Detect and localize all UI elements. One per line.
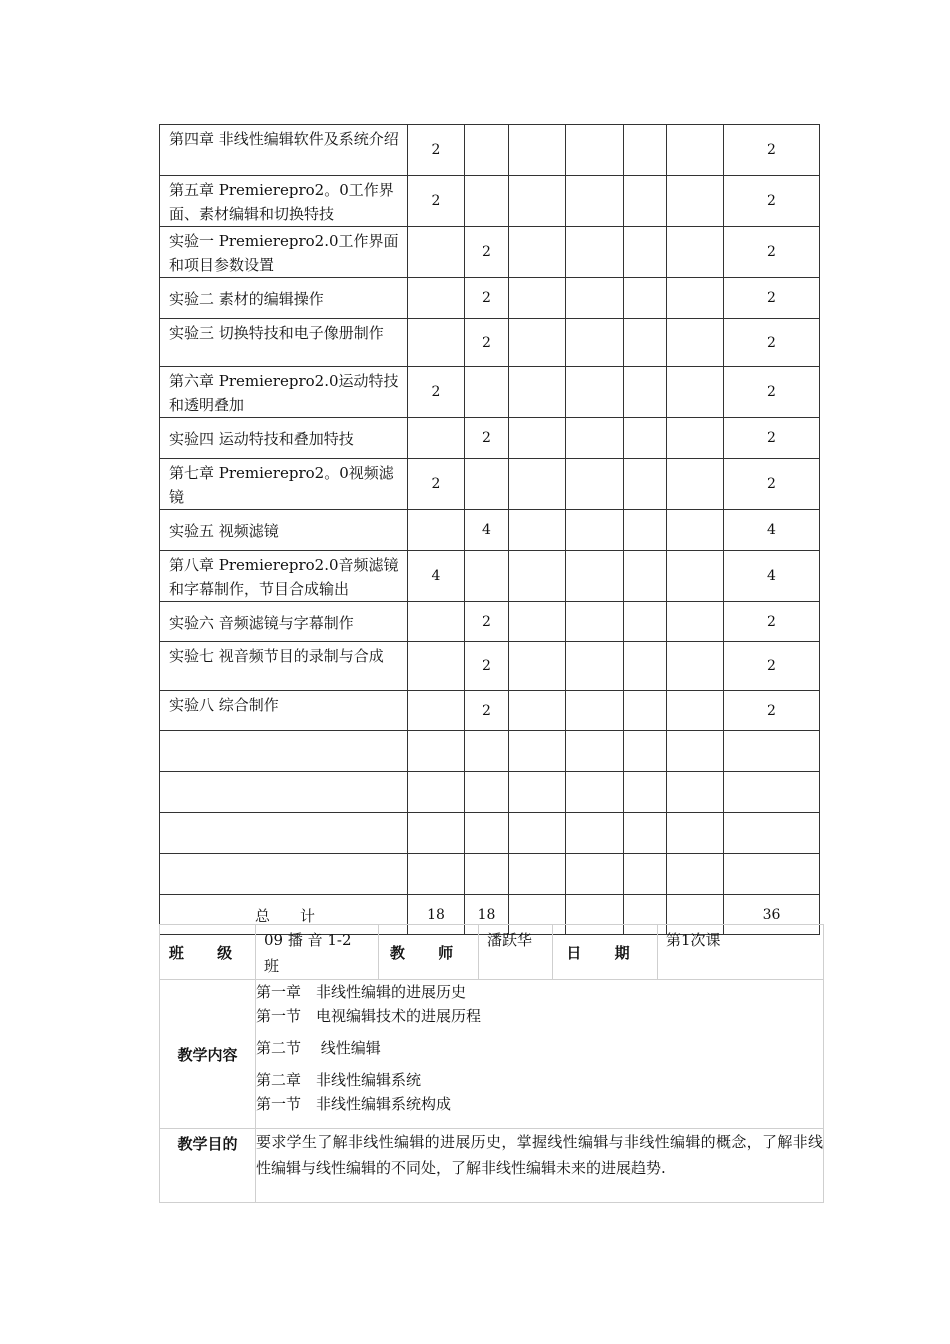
empty-cell	[624, 854, 667, 895]
row-name: 实验三 切换特技和电子像册制作	[160, 319, 408, 367]
empty-cell	[509, 367, 566, 418]
empty-cell	[566, 551, 624, 602]
lab-hours	[465, 367, 509, 418]
total-hours: 2	[724, 367, 820, 418]
lesson-header-row	[160, 925, 824, 980]
empty-cell	[566, 319, 624, 367]
empty-cell	[667, 367, 724, 418]
total-label: 总 计	[160, 895, 408, 935]
total-hours: 2	[724, 602, 820, 642]
content-line: 第一节 电视编辑技术的进展历程	[256, 1007, 482, 1025]
theory-hours	[408, 278, 465, 319]
content-line: 第二节 线性编辑	[256, 1039, 381, 1057]
row-name: 实验八 综合制作	[160, 691, 408, 731]
empty-cell	[667, 510, 724, 551]
table-row	[160, 176, 820, 227]
empty-cell	[566, 125, 624, 176]
empty-cell	[160, 813, 408, 854]
lab-hours: 2	[465, 418, 509, 459]
empty-cell	[724, 731, 820, 772]
total-hours: 2	[724, 319, 820, 367]
lab-hours	[465, 125, 509, 176]
empty-cell	[624, 731, 667, 772]
content-label: 教学内容	[160, 980, 256, 1129]
theory-hours	[408, 319, 465, 367]
theory-hours: 2	[408, 459, 465, 510]
class-value: 09 播 音 1-2 班	[256, 925, 379, 980]
theory-hours: 4	[408, 551, 465, 602]
lab-hours: 2	[465, 602, 509, 642]
content-line: 第一节 非线性编辑系统构成	[256, 1095, 452, 1113]
content-line: 第二章 非线性编辑系统	[256, 1071, 422, 1089]
empty-cell	[509, 772, 566, 813]
empty-cell	[624, 176, 667, 227]
empty-cell	[624, 772, 667, 813]
purpose-text: 要求学生了解非线性编辑的进展历史，掌握线性编辑与非线性编辑的概念，了解非线性编辑与线性编辑的不同处，了解非线性编辑未来的进展趋势.	[256, 1129, 824, 1203]
empty-cell	[465, 731, 509, 772]
lesson-purpose-row	[160, 1129, 824, 1203]
teacher-label: 教 师	[379, 925, 479, 980]
empty-cell	[465, 813, 509, 854]
empty-cell	[624, 642, 667, 691]
empty-cell	[624, 319, 667, 367]
empty-cell	[667, 319, 724, 367]
total-hours: 2	[724, 418, 820, 459]
teacher-value: 潘跃华	[479, 925, 553, 980]
total-hours: 2	[724, 642, 820, 691]
total-hours: 2	[724, 227, 820, 278]
total-hours: 4	[724, 551, 820, 602]
lab-hours	[465, 459, 509, 510]
lab-hours: 2	[465, 691, 509, 731]
empty-cell	[160, 731, 408, 772]
theory-hours: 2	[408, 176, 465, 227]
empty-cell	[624, 459, 667, 510]
date-label: 日 期	[553, 925, 658, 980]
empty-cell	[566, 459, 624, 510]
empty-row	[160, 772, 820, 813]
empty-cell	[509, 731, 566, 772]
empty-cell	[667, 731, 724, 772]
table-row	[160, 510, 820, 551]
table-row	[160, 459, 820, 510]
empty-cell	[667, 227, 724, 278]
table-row	[160, 691, 820, 731]
grand-total-hours: 36	[724, 895, 820, 935]
theory-hours-total: 18	[408, 895, 465, 935]
empty-cell	[509, 642, 566, 691]
empty-cell	[509, 510, 566, 551]
theory-hours: 2	[408, 125, 465, 176]
empty-cell	[566, 772, 624, 813]
empty-cell	[724, 813, 820, 854]
table-row	[160, 125, 820, 176]
total-hours: 4	[724, 510, 820, 551]
empty-cell	[509, 418, 566, 459]
empty-row	[160, 854, 820, 895]
empty-cell	[667, 854, 724, 895]
total-hours: 2	[724, 691, 820, 731]
empty-cell	[509, 278, 566, 319]
table-row	[160, 367, 820, 418]
empty-cell	[624, 551, 667, 602]
empty-cell	[624, 125, 667, 176]
lab-hours-total: 18	[465, 895, 509, 935]
total-hours: 2	[724, 176, 820, 227]
empty-cell	[509, 551, 566, 602]
table-row	[160, 642, 820, 691]
empty-cell	[624, 367, 667, 418]
class-label: 班 级	[160, 925, 256, 980]
empty-row	[160, 813, 820, 854]
empty-cell	[667, 813, 724, 854]
empty-cell	[624, 691, 667, 731]
empty-cell	[624, 813, 667, 854]
empty-cell	[667, 418, 724, 459]
empty-cell	[160, 772, 408, 813]
empty-row	[160, 731, 820, 772]
theory-hours	[408, 642, 465, 691]
empty-cell	[624, 227, 667, 278]
total-hours: 2	[724, 125, 820, 176]
empty-cell	[667, 551, 724, 602]
row-name: 第五章 Premierepro2。0工作界面、素材编辑和切换特技	[160, 176, 408, 227]
table-row	[160, 227, 820, 278]
course-hours-table	[159, 124, 820, 935]
empty-cell	[667, 691, 724, 731]
empty-cell	[667, 125, 724, 176]
empty-cell	[509, 691, 566, 731]
theory-hours	[408, 227, 465, 278]
row-name: 实验四 运动特技和叠加特技	[160, 418, 408, 459]
empty-cell	[509, 227, 566, 278]
empty-cell	[509, 319, 566, 367]
empty-cell	[566, 510, 624, 551]
lab-hours	[465, 176, 509, 227]
empty-cell	[566, 176, 624, 227]
empty-cell	[566, 691, 624, 731]
empty-cell	[724, 772, 820, 813]
table-row	[160, 278, 820, 319]
empty-cell	[566, 367, 624, 418]
empty-cell	[408, 813, 465, 854]
lab-hours: 4	[465, 510, 509, 551]
row-name: 实验六 音频滤镜与字幕制作	[160, 602, 408, 642]
lab-hours: 2	[465, 227, 509, 278]
lab-hours: 2	[465, 278, 509, 319]
theory-hours	[408, 691, 465, 731]
lab-hours	[465, 551, 509, 602]
lab-hours: 2	[465, 642, 509, 691]
empty-cell	[624, 278, 667, 319]
table-row	[160, 551, 820, 602]
empty-cell	[566, 854, 624, 895]
empty-cell	[509, 813, 566, 854]
empty-cell	[624, 510, 667, 551]
row-name: 第八章 Premierepro2.0音频滤镜和字幕制作，节目合成输出	[160, 551, 408, 602]
row-name: 实验一 Premierepro2.0工作界面和项目参数设置	[160, 227, 408, 278]
empty-cell	[667, 459, 724, 510]
purpose-label: 教学目的	[160, 1129, 256, 1203]
total-hours: 2	[724, 278, 820, 319]
empty-cell	[566, 418, 624, 459]
table-row	[160, 319, 820, 367]
empty-cell	[408, 731, 465, 772]
empty-cell	[566, 278, 624, 319]
empty-cell	[509, 602, 566, 642]
empty-cell	[667, 642, 724, 691]
empty-cell	[408, 772, 465, 813]
empty-cell	[667, 772, 724, 813]
row-name: 实验七 视音频节目的录制与合成	[160, 642, 408, 691]
empty-cell	[566, 813, 624, 854]
empty-cell	[667, 278, 724, 319]
lab-hours: 2	[465, 319, 509, 367]
row-name: 实验五 视频滤镜	[160, 510, 408, 551]
content-body	[256, 980, 824, 1129]
empty-cell	[566, 227, 624, 278]
empty-cell	[408, 854, 465, 895]
empty-cell	[465, 854, 509, 895]
theory-hours	[408, 510, 465, 551]
empty-cell	[624, 418, 667, 459]
empty-cell	[566, 642, 624, 691]
empty-cell	[509, 125, 566, 176]
empty-cell	[667, 602, 724, 642]
empty-cell	[566, 602, 624, 642]
content-line: 第一章 非线性编辑的进展历史	[256, 983, 467, 1001]
empty-cell	[509, 176, 566, 227]
empty-cell	[160, 854, 408, 895]
empty-cell	[624, 602, 667, 642]
empty-cell	[509, 854, 566, 895]
empty-cell	[509, 459, 566, 510]
date-value: 第1次课	[658, 925, 824, 980]
empty-cell	[724, 854, 820, 895]
row-name: 实验二 素材的编辑操作	[160, 278, 408, 319]
empty-cell	[566, 731, 624, 772]
table-row	[160, 418, 820, 459]
total-hours: 2	[724, 459, 820, 510]
lesson-info-table	[159, 924, 824, 1203]
empty-cell	[465, 772, 509, 813]
table-row	[160, 602, 820, 642]
lesson-content-row	[160, 980, 824, 1129]
row-name: 第六章 Premierepro2.0运动特技和透明叠加	[160, 367, 408, 418]
empty-cell	[667, 176, 724, 227]
row-name: 第四章 非线性编辑软件及系统介绍	[160, 125, 408, 176]
theory-hours: 2	[408, 367, 465, 418]
theory-hours	[408, 602, 465, 642]
theory-hours	[408, 418, 465, 459]
row-name: 第七章 Premierepro2。0视频滤镜	[160, 459, 408, 510]
